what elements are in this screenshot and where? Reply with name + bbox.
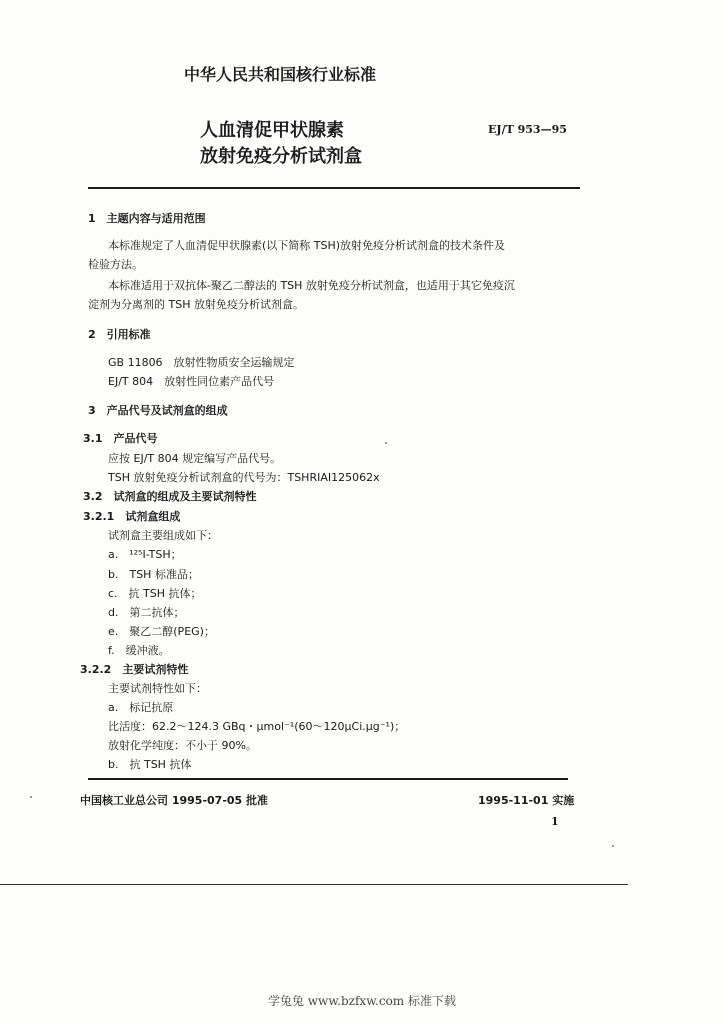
kit-item: e. 聚乙二醇(PEG)； (108, 625, 215, 638)
s1-paragraph-2-line-2: 淀剂为分离剂的 TSH 放射免疫分析试剂盒。 (88, 298, 304, 311)
title-line-2: 放射免疫分析试剂盒 (200, 146, 362, 167)
section-3-1-heading: 3.1 产品代号 (83, 432, 158, 445)
s1-paragraph-2-line-1: 本标准适用于双抗体-聚乙二醇法的 TSH 放射免疫分析试剂盒，也适用于其它免疫沉 (108, 279, 515, 292)
issuing-org-header: 中华人民共和国核行业标准 (183, 65, 376, 84)
s322-item-b: b. 抗 TSH 抗体 (108, 758, 192, 771)
kit-item: a. ¹²⁵I-TSH； (108, 548, 182, 561)
scan-speck (30, 796, 32, 798)
section-2-heading: 2 引用标准 (88, 328, 151, 341)
section-3-2-1-heading: 3.2.1 试剂盒组成 (83, 510, 181, 523)
kit-item: f. 缓冲液。 (108, 644, 170, 657)
kit-item: b. TSH 标准品； (108, 568, 199, 581)
section-1-heading: 1 主题内容与适用范围 (88, 212, 206, 225)
page-number: 1 (551, 815, 559, 828)
section-3-2-heading: 3.2 试剂盒的组成及主要试剂特性 (83, 490, 257, 503)
section-3-heading: 3 产品代号及试剂盒的组成 (88, 404, 228, 417)
s1-paragraph-1-line-2: 检验方法。 (88, 258, 143, 271)
section-3-2-2-heading: 3.2.2 主要试剂特性 (80, 663, 189, 676)
s321-intro: 试剂盒主要组成如下： (108, 529, 218, 542)
scan-speck (385, 442, 387, 444)
reference-gb11806: GB 11806 放射性物质安全运输规定 (108, 356, 295, 369)
standard-code: EJ/T 953—95 (488, 123, 567, 136)
download-watermark: 学兔兔 www.bzfxw.com 标准下载 (267, 994, 457, 1008)
reference-ejt804: EJ/T 804 放射性同位素产品代号 (108, 375, 275, 388)
kit-item: c. 抗 TSH 抗体； (108, 587, 202, 600)
s1-paragraph-1-line-1: 本标准规定了人血清促甲状腺素(以下简称 TSH)放射免疫分析试剂盒的技术条件及 (108, 239, 506, 252)
radiochemical-purity: 放射化学纯度：不小于 90%。 (108, 739, 257, 752)
approval-statement: 中国核工业总公司 1995-07-05 批准 (80, 794, 269, 807)
s322-intro: 主要试剂特性如下： (108, 682, 207, 695)
bottom-rule (88, 778, 568, 780)
top-rule (88, 187, 580, 189)
s322-item-a: a. 标记抗原 (108, 701, 174, 714)
kit-item: d. 第二抗体； (108, 606, 185, 619)
effective-date: 1995-11-01 实施 (478, 794, 575, 807)
s31-line-1: 应按 EJ/T 804 规定编写产品代号。 (108, 452, 282, 465)
scan-speck (612, 845, 614, 847)
specific-activity: 比活度：62.2～124.3 GBq・μmol⁻¹(60～120μCi.μg⁻¹)； (108, 720, 406, 733)
title-line-1: 人血清促甲状腺素 (200, 120, 344, 141)
page-edge-line (0, 884, 628, 885)
s31-product-code: TSH 放射免疫分析试剂盒的代号为：TSHRIAI125062x (108, 471, 380, 484)
